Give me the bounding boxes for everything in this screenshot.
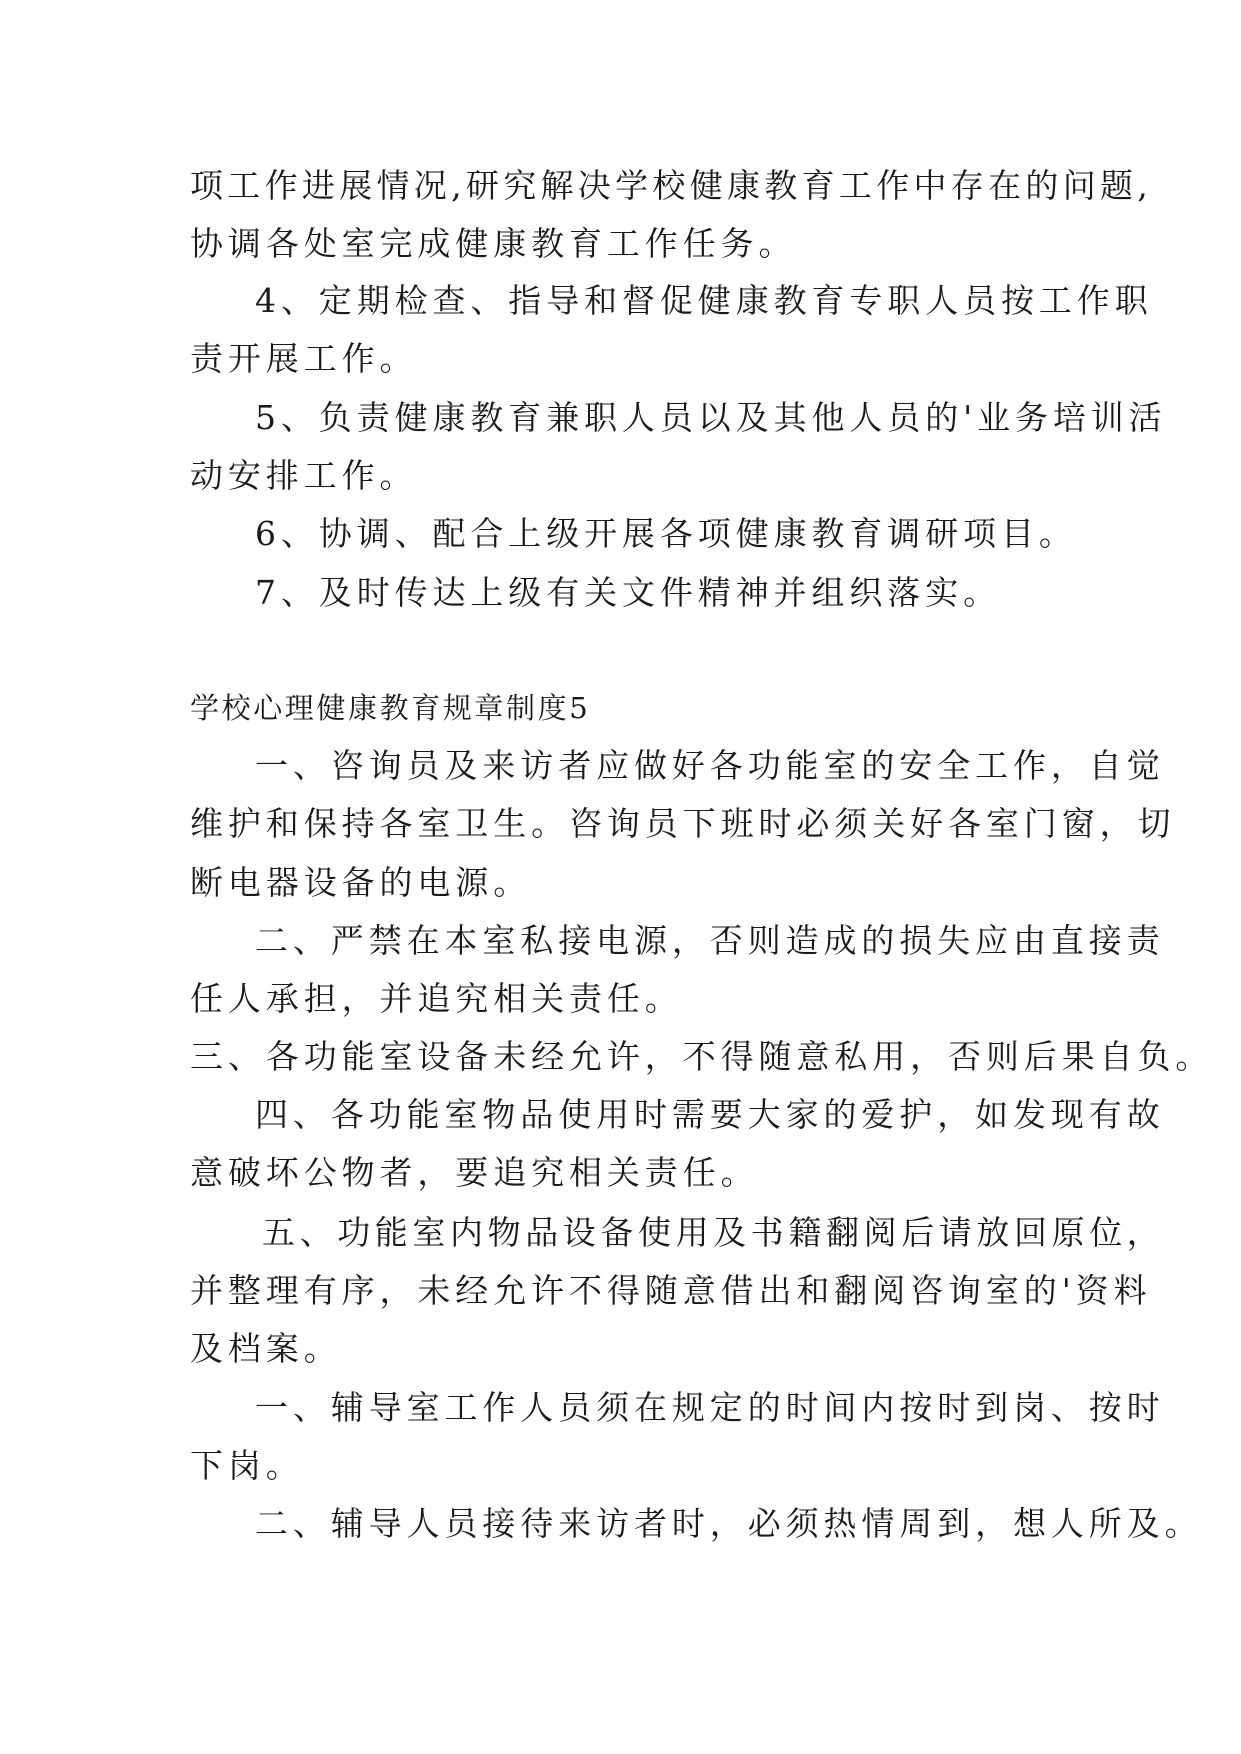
body-text-line: 项工作进展情况,研究解决学校健康教育工作中存在的问题, xyxy=(190,166,1153,205)
body-text-line: 维护和保持各室卫生。咨询员下班时必须关好各室门窗，切 xyxy=(190,804,1176,843)
rule-item-4: 四、各功能室物品使用时需要大家的爱护，如发现有故 xyxy=(255,1095,1165,1134)
body-text-line: 责开展工作。 xyxy=(190,339,418,378)
body-text-line: 任人承担，并追究相关责任。 xyxy=(190,979,683,1018)
rule-item-1b: 一、辅导室工作人员须在规定的时间内按时到岗、按时 xyxy=(255,1388,1165,1427)
rule-item-2: 二、严禁在本室私接电源，否则造成的损失应由直接责 xyxy=(255,921,1165,960)
list-item-6: 6、协调、配合上级开展各项健康教育调研项目。 xyxy=(255,514,1077,553)
body-text-line: 下岗。 xyxy=(190,1446,304,1485)
body-text-line: 及档案。 xyxy=(190,1329,342,1368)
body-text-line: 并整理有序，未经允许不得随意借出和翻阅咨询室的'资料 xyxy=(190,1271,1152,1310)
list-item-5: 5、负责健康教育兼职人员以及其他人员的'业务培训活 xyxy=(255,398,1167,437)
body-text-line: 动安排工作。 xyxy=(190,456,418,495)
rule-item-1: 一、咨询员及来访者应做好各功能室的安全工作，自觉 xyxy=(255,746,1165,785)
rule-item-5: 五、功能室内物品设备使用及书籍翻阅后请放回原位， xyxy=(262,1213,1165,1252)
body-text-line: 意破坏公物者，要追究相关责任。 xyxy=(190,1153,759,1192)
list-item-4: 4、定期检查、指导和督促健康教育专职人员按工作职 xyxy=(255,281,1153,320)
body-text-line: 协调各处室完成健康教育工作任务。 xyxy=(190,224,797,263)
list-item-7: 7、及时传达上级有关文件精神并组织落实。 xyxy=(255,573,1001,612)
section-heading: 学校心理健康教育规章制度5 xyxy=(190,691,591,725)
body-text-line: 断电器设备的电源。 xyxy=(190,863,532,902)
rule-item-2b: 二、辅导人员接待来访者时，必须热情周到，想人所及。 xyxy=(255,1504,1203,1543)
rule-item-3: 三、各功能室设备未经允许，不得随意私用，否则后果自负。 xyxy=(190,1037,1214,1076)
